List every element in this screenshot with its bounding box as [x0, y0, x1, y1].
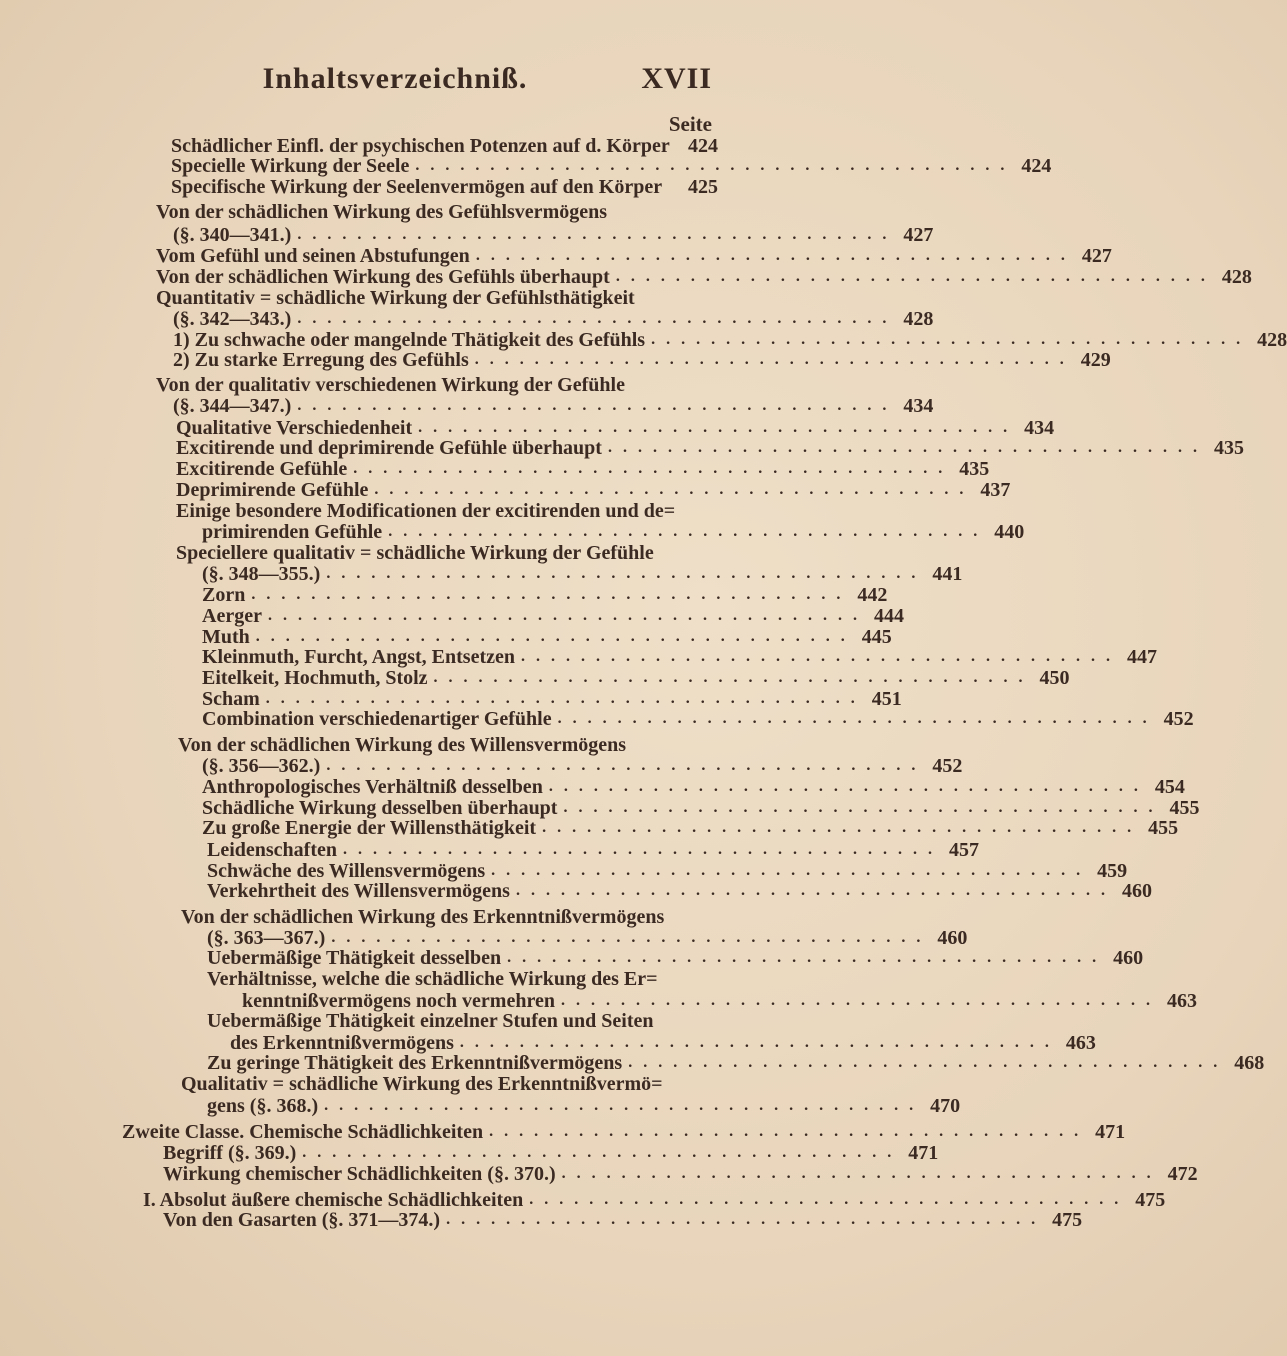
toc-entry [202, 708, 1194, 730]
leader-dots: ........................................ [474, 351, 1075, 368]
page-folio: XVII [641, 62, 712, 95]
leader-dots: ........................................ [388, 523, 989, 540]
toc-entry [207, 968, 718, 990]
toc-entry [202, 817, 1179, 839]
toc-entry [156, 287, 718, 309]
toc-entry-page: 452 [932, 755, 963, 777]
leader-dots: ........................................ [557, 710, 1158, 727]
toc-entry [176, 542, 718, 564]
toc-entry [176, 458, 990, 480]
toc-entry-title: Kleinmuth, Furcht, Angst, Entsetzen [202, 646, 515, 668]
toc-entry-title: gens (§. 368.) [207, 1095, 319, 1117]
toc-entry-page: 428 [1257, 329, 1287, 351]
toc-entry-page: 463 [1065, 1032, 1096, 1054]
toc-entry [163, 1163, 1198, 1185]
leader-dots: ........................................ [615, 268, 1216, 285]
toc-entry [207, 880, 1152, 902]
toc-entry-title: Schädlicher Einfl. der psychischen Potenzen auf d. Körper [171, 135, 670, 157]
toc-entry-title: Specielle Wirkung der Seele [171, 155, 410, 177]
toc-entry [202, 563, 963, 585]
toc-entry-title: Qualitative Verschiedenheit [176, 417, 413, 439]
toc-entry-title: Schwäche des Willensvermögens [207, 860, 486, 882]
leader-dots: ........................................ [548, 778, 1149, 795]
toc-entry [207, 839, 979, 861]
toc-entry-title: Von der schädlichen Wirkung des Gefühls überhaupt [156, 266, 610, 288]
toc-entry-title: Verhältnisse, welche die schädliche Wirkung des Er= [207, 968, 658, 990]
toc-entry-title: (§. 363—367.) [207, 927, 326, 949]
toc-entry-page: 435 [959, 458, 990, 480]
toc-entry-title: Quantitativ = schädliche Wirkung der Gefühlsthätigkeit [156, 287, 635, 309]
leader-dots: ........................................ [297, 226, 898, 243]
leader-dots: ........................................ [343, 841, 943, 858]
toc-entry [202, 646, 1157, 668]
toc-entry-page: 425 [688, 176, 718, 198]
leader-dots: ........................................ [563, 799, 1164, 816]
toc-entry-title: Zorn [202, 584, 246, 606]
toc-entry [173, 349, 1111, 371]
toc-entry [156, 266, 1252, 288]
toc-entry-title: Specifische Wirkung der Seelenvermögen auf den Körper [171, 176, 663, 198]
toc-entry-title: Von der schädlichen Wirkung des Willensvermögens [178, 734, 627, 756]
toc-entry-title: Von der qualitativ verschiedenen Wirkung der Gefühle [156, 374, 625, 396]
toc-entry-title: Aerger [202, 605, 262, 627]
toc-entry-title: Begriff (§. 369.) [163, 1142, 297, 1164]
toc-entry [202, 605, 904, 627]
toc-entry-page: 440 [994, 521, 1025, 543]
toc-entry [176, 479, 1011, 501]
toc-entry-page: 441 [932, 563, 963, 585]
toc-entry-title: Zweite Classe. Chemische Schädlichkeiten [122, 1121, 484, 1143]
leader-dots: ........................................ [515, 882, 1116, 899]
toc-entry [202, 667, 1070, 689]
toc-entry [171, 155, 1052, 177]
leader-dots: ........................................ [324, 1097, 925, 1114]
toc-entry [176, 417, 1055, 439]
toc-entry-page: 459 [1097, 860, 1128, 882]
toc-entry [207, 927, 968, 949]
leader-dots: ........................................ [374, 481, 975, 498]
leader-dots: ........................................ [433, 669, 1034, 686]
toc-entry-page: 424 [688, 135, 718, 157]
leader-dots: ........................................ [520, 648, 1121, 665]
toc-entry-page: 460 [1121, 880, 1152, 902]
toc-entry [176, 500, 718, 522]
leader-dots: ........................................ [475, 247, 1076, 264]
page-column-label: Seite [668, 112, 712, 136]
toc-entry [230, 1032, 1096, 1054]
toc-entry-title: des Erkenntnißvermögens [230, 1032, 454, 1054]
toc-entry-title: kenntnißvermögens noch vermehren [242, 990, 555, 1012]
toc-entry [156, 201, 718, 223]
toc-entry [207, 1052, 1265, 1074]
toc-entry [202, 755, 963, 777]
toc-entry [173, 308, 934, 330]
toc-entry-title: Deprimirende Gefühle [176, 479, 369, 501]
toc-entry-title: 1) Zu schwache oder mangelnde Thätigkeit des Gefühls [173, 329, 646, 351]
toc-entry [207, 947, 1144, 969]
toc-entry-title: Muth [202, 626, 250, 648]
toc-entry-title: Combination verschiedenartiger Gefühle [202, 708, 552, 730]
leader-dots: ........................................ [446, 1211, 1047, 1228]
toc-entry [181, 1073, 718, 1095]
toc-entry-title: Schädliche Wirkung desselben überhaupt [202, 797, 558, 819]
toc-entry-page: 454 [1154, 776, 1185, 798]
toc-entry [178, 734, 718, 756]
toc-entry-page: 471 [1095, 1121, 1126, 1143]
toc-entry [176, 437, 1244, 459]
toc-entry-title: primirenden Gefühle [202, 521, 383, 543]
toc-entry [156, 374, 718, 396]
toc-entry-title: Verkehrtheit des Willensvermögens [207, 880, 510, 902]
toc-entry-title: (§. 356—362.) [202, 755, 321, 777]
toc-entry-page: 468 [1234, 1052, 1265, 1074]
toc-entry-title: Einige besondere Modificationen der excitirenden und de= [176, 500, 676, 522]
toc-entry-title: Leidenschaften [207, 839, 337, 861]
toc-entry-title: (§. 344—347.) [173, 395, 292, 417]
toc-entry [143, 1189, 1166, 1211]
toc-entry [163, 1209, 1083, 1231]
toc-entry-page: 435 [1213, 437, 1244, 459]
toc-entry [202, 521, 1025, 543]
leader-dots: ........................................ [607, 439, 1208, 456]
toc-entry-title: (§. 348—355.) [202, 563, 321, 585]
toc-entry [202, 584, 888, 606]
leader-dots: ........................................ [651, 331, 1252, 348]
toc-entry-title: Excitirende Gefühle [176, 458, 348, 480]
leader-dots: ........................................ [267, 607, 868, 624]
toc-entry-page: 434 [903, 395, 934, 417]
toc-entry-page: 447 [1126, 646, 1157, 668]
toc-entry [207, 1095, 961, 1117]
toc-entry-page: 434 [1024, 417, 1055, 439]
leader-dots: ........................................ [489, 1123, 1090, 1140]
leader-dots: ........................................ [628, 1054, 1229, 1071]
toc-entry [122, 1121, 1126, 1143]
toc-entry-title: Scham [202, 688, 260, 710]
leader-dots: ........................................ [326, 565, 927, 582]
toc-entry-page: 457 [949, 839, 979, 861]
toc-entry-page: 475 [1135, 1189, 1166, 1211]
toc-entry [202, 688, 902, 710]
leader-dots: ........................................ [507, 949, 1108, 966]
toc-entry-title: Anthropologisches Verhältniß desselben [202, 776, 543, 798]
toc-entry-title: I. Absolut äußere chemische Schädlichkeiten [143, 1189, 524, 1211]
toc-entry [171, 176, 718, 198]
toc-entry-page: 429 [1080, 349, 1111, 371]
toc-entry-title: Excitirende und deprimirende Gefühle überhaupt [176, 437, 602, 459]
toc-entry [156, 245, 1112, 267]
toc-entry [173, 329, 1287, 351]
toc-entry [173, 395, 934, 417]
toc-entry-page: 451 [871, 688, 902, 710]
toc-entry [202, 797, 1200, 819]
leader-dots: ........................................ [529, 1191, 1130, 1208]
toc-entry-title: Von der schädlichen Wirkung des Erkenntnißvermögens [181, 906, 665, 928]
toc-entry-title: Wirkung chemischer Schädlichkeiten (§. 370.) [163, 1163, 556, 1185]
toc-entry-page: 427 [1081, 245, 1112, 267]
toc-entry-title: Speciellere qualitativ = schädliche Wirkung der Gefühle [176, 542, 654, 564]
toc-entry [171, 135, 718, 157]
toc-entry-page: 452 [1163, 708, 1194, 730]
toc-entry [202, 776, 1185, 798]
toc-entry-title: (§. 342—343.) [173, 308, 292, 330]
toc-entry [181, 906, 718, 928]
toc-entry-title: Uebermäßige Thätigkeit desselben [207, 947, 502, 969]
toc-entry [202, 626, 892, 648]
toc-entry [173, 224, 934, 246]
toc-entry-title: Vom Gefühl und seinen Abstufungen [156, 245, 470, 267]
toc-entry-title: (§. 340—341.) [173, 224, 292, 246]
toc-entry [163, 1142, 939, 1164]
toc-entry-page: 444 [873, 605, 904, 627]
leader-dots: ........................................ [326, 757, 927, 774]
toc-entry-page: 428 [903, 308, 934, 330]
leader-dots: ........................................ [561, 1165, 1162, 1182]
toc-entry [242, 990, 1197, 1012]
leader-dots: ........................................ [491, 862, 1092, 879]
leader-dots: ........................................ [297, 310, 898, 327]
toc-entry-title: Uebermäßige Thätigkeit einzelner Stufen und Seiten [207, 1010, 654, 1032]
toc-entry-page: 424 [1021, 155, 1052, 177]
toc-entry-title: Von den Gasarten (§. 371—374.) [163, 1209, 441, 1231]
toc-entry-title: Qualitativ = schädliche Wirkung des Erkenntnißvermö= [181, 1073, 663, 1095]
toc-entry-page: 470 [930, 1095, 961, 1117]
leader-dots: ........................................ [415, 157, 1016, 174]
leader-dots: ........................................ [255, 628, 856, 645]
toc-entry [207, 860, 1128, 882]
leader-dots: ........................................ [331, 929, 932, 946]
toc-entry-page: 460 [937, 927, 968, 949]
toc-entry-page: 472 [1167, 1163, 1198, 1185]
toc-entry-title: Von der schädlichen Wirkung des Gefühlsvermögens [156, 201, 608, 223]
toc-entry-page: 427 [903, 224, 934, 246]
toc-entry-page: 455 [1169, 797, 1200, 819]
toc-entry-page: 442 [857, 584, 888, 606]
toc-entry-page: 445 [861, 626, 892, 648]
leader-dots: ........................................ [542, 819, 1143, 836]
toc-entry [207, 1010, 718, 1032]
toc-entry-page: 463 [1166, 990, 1197, 1012]
leader-dots: ........................................ [251, 586, 852, 603]
toc-entry-title: Eitelkeit, Hochmuth, Stolz [202, 667, 428, 689]
leader-dots: ........................................ [560, 992, 1161, 1009]
toc-entry-page: 475 [1052, 1209, 1083, 1231]
leader-dots: ........................................ [302, 1144, 903, 1161]
leader-dots: ........................................ [297, 397, 898, 414]
running-title: Inhaltsverzeichniß. [262, 62, 528, 95]
toc-entry-title: 2) Zu starke Erregung des Gefühls [173, 349, 469, 371]
toc-entry-title: Zu geringe Thätigkeit des Erkenntnißvermögens [207, 1052, 623, 1074]
leader-dots: ........................................ [418, 419, 1019, 436]
toc-entry-title: Zu große Energie der Willensthätigkeit [202, 817, 537, 839]
toc-entry-page: 450 [1039, 667, 1070, 689]
toc-entry-page: 437 [980, 479, 1011, 501]
toc-entry-page: 460 [1113, 947, 1144, 969]
leader-dots: ........................................ [265, 690, 866, 707]
toc-entry-page: 455 [1148, 817, 1179, 839]
leader-dots: ........................................ [459, 1034, 1060, 1051]
leader-dots: ........................................ [353, 460, 954, 477]
toc-entry-page: 428 [1221, 266, 1252, 288]
toc-entry-page: 471 [908, 1142, 939, 1164]
